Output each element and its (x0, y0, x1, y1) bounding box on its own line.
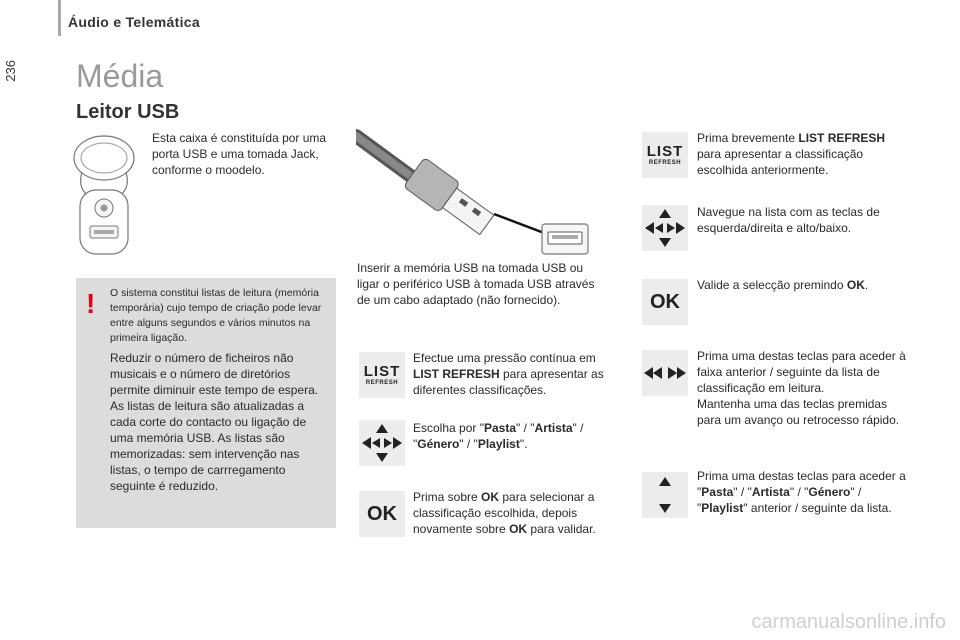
ok-button-icon-right (642, 279, 688, 325)
page-title: Média (76, 58, 164, 94)
footer-watermark: carmanualsonline.info (751, 611, 946, 633)
warning-icon: ! (86, 288, 96, 319)
list-refresh-button-icon-right (642, 132, 688, 178)
step-previous-next-track: Prima uma destas teclas para aceder à faixa anterior / seguinte da lista de classificação em leitura. Mantenha uma das teclas premidas para um avanço ou retrocesso rápido. (697, 349, 906, 427)
refresh-label: REFRESH (648, 160, 682, 166)
step-list-refresh-short: Prima brevemente LIST REFRESH para apresentar a classificação escolhida anteriormente. (697, 131, 886, 177)
ok-label: OK (367, 502, 397, 525)
refresh-label: REFRESH (365, 380, 399, 386)
ok-label: OK (650, 290, 680, 313)
step-choose-classification: Escolha por "Pasta" / "Artista" / "Género" / "Playlist". (413, 421, 584, 451)
up-down-arrows-icon (642, 472, 688, 518)
section-title: Áudio e Telemática (68, 14, 200, 30)
page-number: 236 (3, 60, 18, 82)
four-arrows-icon (359, 420, 405, 466)
section-bar (58, 0, 61, 36)
warning-body: Reduzir o número de ficheiros não musicais e o número de diretórios permite diminuir este tempo de espera. As listas de leitura são atualizadas a cada corte do contacto ou ligação de uma memória USB. As listas são memorizadas: sem intervenção nas listas, o tempo de carrregamento seguinte é reduzido. (110, 351, 319, 493)
usb-jack-box-illustration (70, 132, 138, 258)
usb-stick-illustration (356, 128, 594, 260)
list-label: LIST (646, 143, 684, 160)
usb-caption: Inserir a memória USB na tomada USB ou ligar o periférico USB à tomada USB através de um cabo adaptado (não fornecido). (357, 261, 595, 307)
four-arrows-icon (642, 205, 688, 251)
arrows-cross-button-icon-right (642, 205, 688, 251)
left-right-arrows-button-icon (642, 350, 688, 396)
step-navigate-list: Navegue na lista com as teclas de esquerda/direita e alto/baixo. (697, 205, 880, 235)
step-previous-next-classification: Prima uma destas teclas para aceder a "Pasta" / "Artista" / "Género" / "Playlist" anterior / seguinte da lista. (697, 469, 906, 515)
arrows-cross-button-icon (359, 420, 405, 466)
warning-note: O sistema constitui listas de leitura (memória temporária) cujo tempo de criação pode levar entre alguns segundos e vários minutos na primeira ligação. (110, 287, 322, 344)
step-validate: Valide a selecção premindo OK. (697, 278, 869, 292)
ok-button-icon (359, 491, 405, 537)
list-refresh-button-icon (359, 352, 405, 398)
left-right-arrows-icon (642, 350, 688, 396)
up-down-arrows-button-icon (642, 472, 688, 518)
step-list-refresh-hold: Efectue uma pressão contínua em LIST REFRESH para apresentar as diferentes classificações. (413, 351, 604, 397)
step-ok-select: Prima sobre OK para selecionar a classificação escolhida, depois novamente sobre OK para validar. (413, 490, 596, 536)
section-subtitle: Leitor USB (76, 101, 180, 123)
intro-text: Esta caixa é constituída por uma porta USB e uma tomada Jack, conforme o moodelo. (152, 131, 327, 177)
list-label: LIST (363, 363, 401, 380)
